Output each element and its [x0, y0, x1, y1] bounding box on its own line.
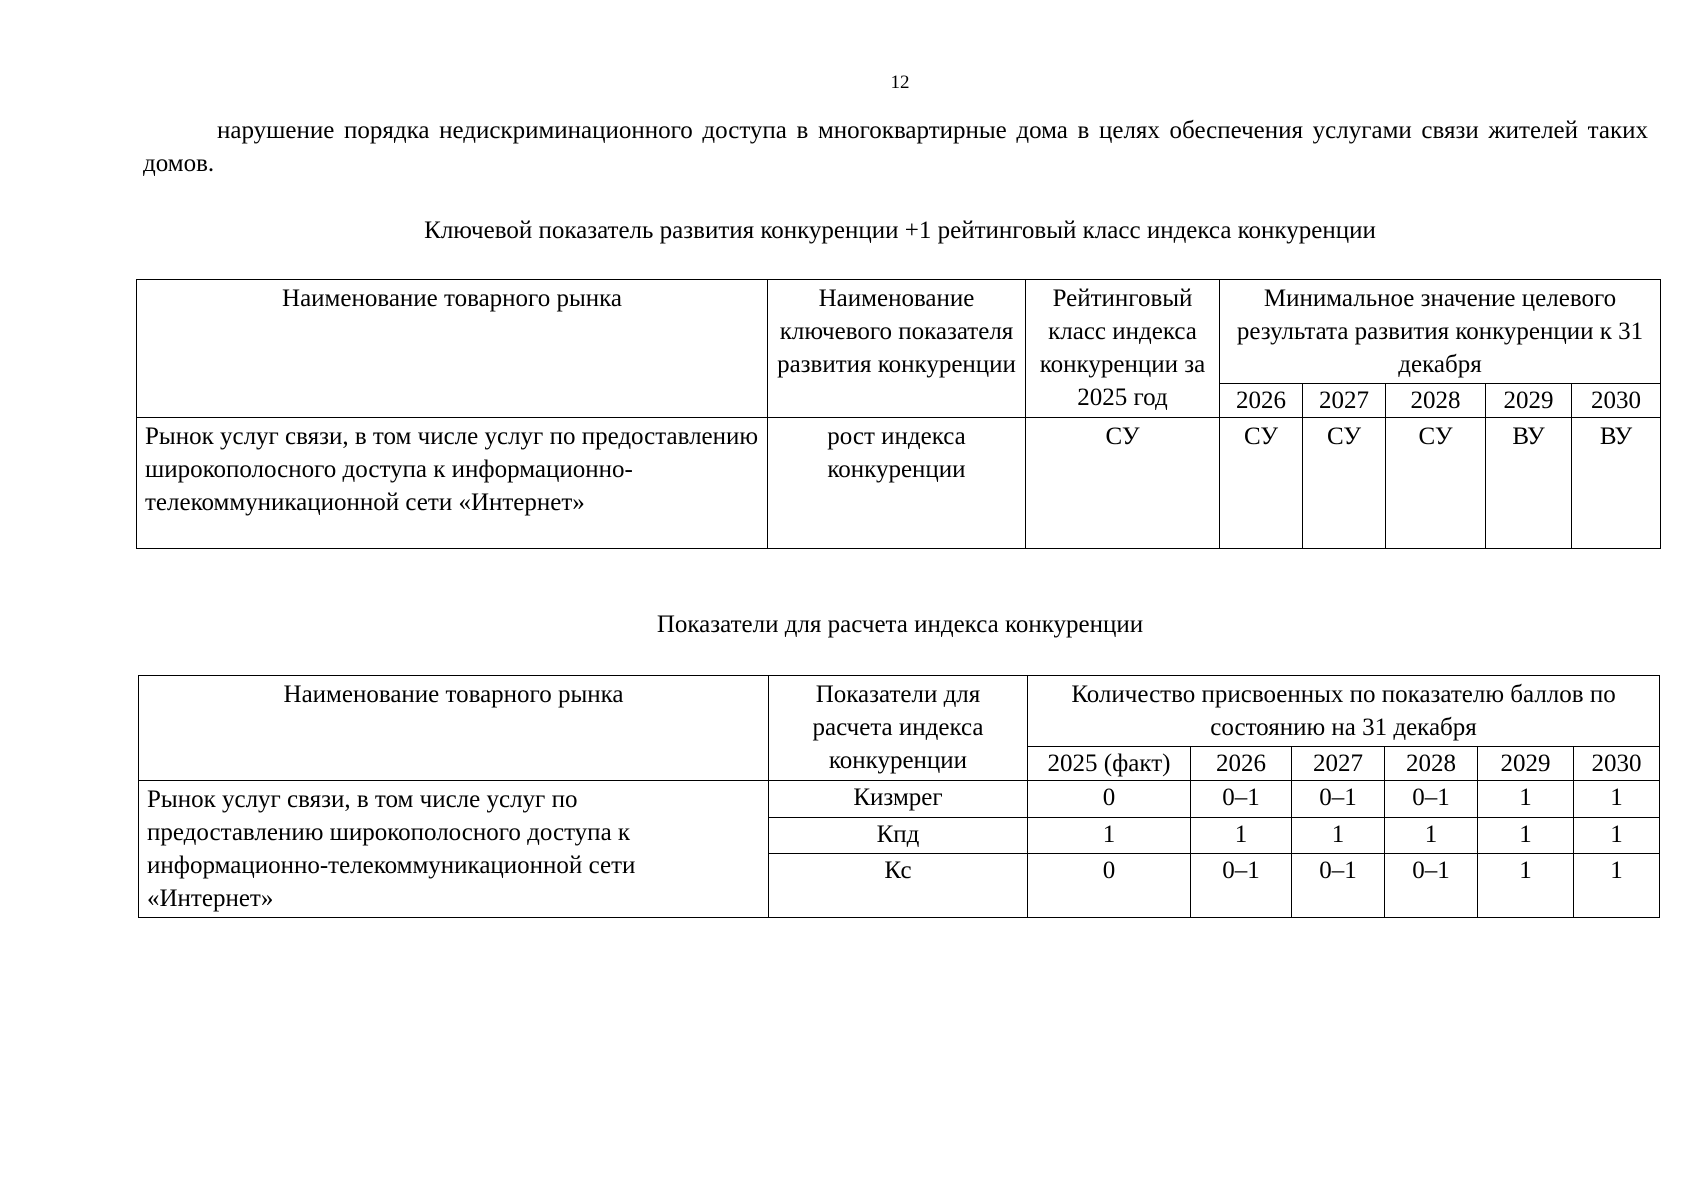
value-cell: 0: [1028, 781, 1191, 818]
value-cell: 0: [1028, 854, 1191, 918]
value-cell: СУ: [1303, 418, 1386, 549]
value-cell: 0–1: [1292, 854, 1385, 918]
indicator-name-cell: Кизмрег: [769, 781, 1028, 818]
header-year: 2029: [1478, 747, 1574, 781]
value-cell: 1: [1574, 781, 1660, 818]
value-cell: 1: [1478, 781, 1574, 818]
value-cell: 1: [1478, 854, 1574, 918]
intro-paragraph: нарушение порядка недискриминационного доступа в многоквартирные дома в целях обеспечения услугами связи жителей таких домов.: [143, 117, 1648, 177]
key-indicator-table: [136, 279, 1661, 549]
header-market: Наименование товарного рынка: [137, 280, 768, 418]
header-indicators: Показатели для расчета индекса конкуренции: [769, 676, 1028, 781]
header-year: 2027: [1303, 384, 1386, 418]
header-year: 2028: [1385, 747, 1478, 781]
header-year: 2027: [1292, 747, 1385, 781]
value-cell: 0–1: [1292, 781, 1385, 818]
header-target: Минимальное значение целевого результата развития конкуренции к 31 декабря: [1220, 280, 1661, 384]
calc-indicators-title: Показатели для расчета индекса конкуренции: [656, 611, 1144, 638]
header-rating: Рейтинговый класс индекса конкуренции за 2025 год: [1026, 280, 1220, 418]
indicator-cell: рост индекса конкуренции: [768, 418, 1026, 549]
header-year: 2025 (факт): [1028, 747, 1191, 781]
value-cell: 0–1: [1191, 781, 1292, 818]
value-cell: 1: [1478, 817, 1574, 854]
value-cell: 1: [1385, 817, 1478, 854]
value-cell: СУ: [1220, 418, 1303, 549]
value-cell: ВУ: [1486, 418, 1572, 549]
header-points: Количество присвоенных по показателю баллов по состоянию на 31 декабря: [1028, 676, 1660, 747]
value-cell: СУ: [1386, 418, 1486, 549]
header-year: 2029: [1486, 384, 1572, 418]
header-market: Наименование товарного рынка: [139, 676, 769, 781]
header-year: 2026: [1220, 384, 1303, 418]
header-year: 2030: [1574, 747, 1660, 781]
table-row: [139, 781, 1660, 818]
value-cell: 1: [1574, 817, 1660, 854]
indicator-name-cell: Кпд: [769, 817, 1028, 854]
calc-indicators-table: [138, 675, 1660, 918]
value-cell: 1: [1191, 817, 1292, 854]
value-cell: 1: [1292, 817, 1385, 854]
market-cell: Рынок услуг связи, в том числе услуг по предоставлению широкополосного доступа к информационно-телекоммуникационной сети «Интернет»: [139, 781, 769, 918]
key-indicator-title: Ключевой показатель развития конкуренции +1 рейтинговый класс индекса конкуренции: [424, 217, 1376, 244]
rating-cell: СУ: [1026, 418, 1220, 549]
value-cell: 0–1: [1191, 854, 1292, 918]
header-year: 2030: [1572, 384, 1661, 418]
value-cell: ВУ: [1572, 418, 1661, 549]
table-row: [137, 418, 1661, 549]
indicator-name-cell: Кс: [769, 854, 1028, 918]
market-cell: Рынок услуг связи, в том числе услуг по предоставлению широкополосного доступа к информационно-телекоммуникационной сети «Интернет»: [137, 418, 768, 549]
page-number: 12: [890, 72, 910, 93]
header-year: 2026: [1191, 747, 1292, 781]
value-cell: 1: [1574, 854, 1660, 918]
value-cell: 0–1: [1385, 781, 1478, 818]
value-cell: 1: [1028, 817, 1191, 854]
header-year: 2028: [1386, 384, 1486, 418]
header-indicator: Наименование ключевого показателя развития конкуренции: [768, 280, 1026, 418]
value-cell: 0–1: [1385, 854, 1478, 918]
